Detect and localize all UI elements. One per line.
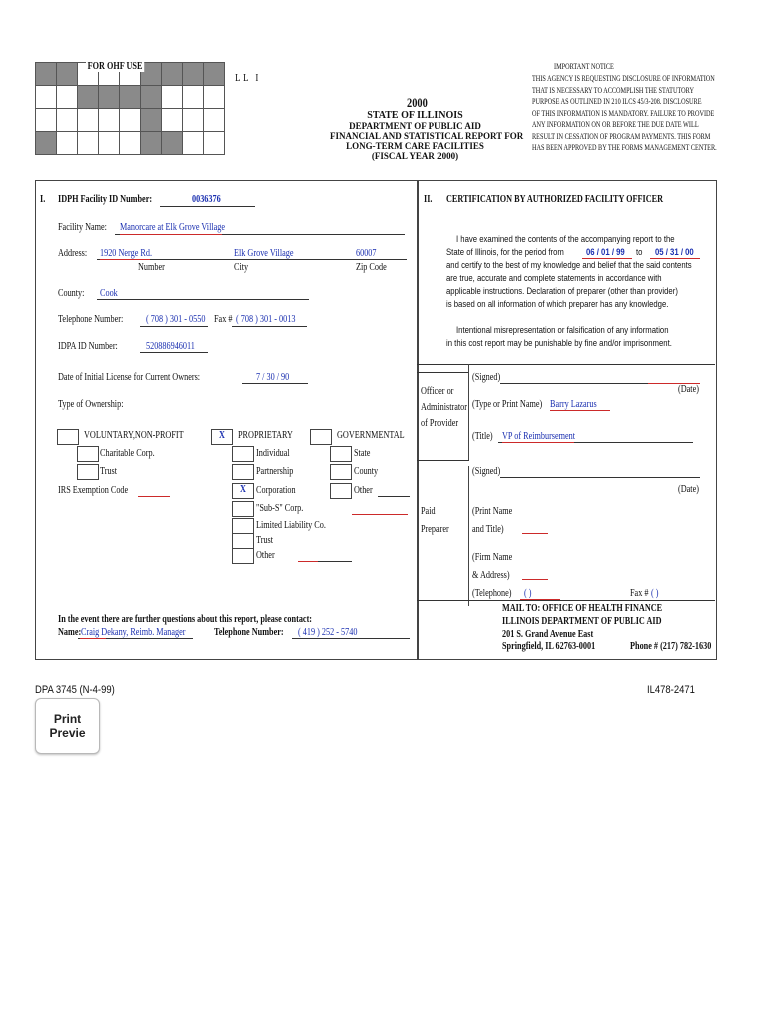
other-checkbox[interactable] — [232, 548, 254, 564]
lli-label: LL I — [235, 72, 261, 84]
cert-line: I have examined the contents of the accompanying report to the — [456, 234, 675, 244]
notice-line: THAT IS NECESSARY TO ACCOMPLISH THE STATUTORY — [532, 85, 695, 95]
mail-to-block — [502, 602, 662, 641]
officer-title-value[interactable]: VP of Reimbursement — [502, 431, 576, 442]
irs-exemption-label: IRS Exemption Code — [58, 485, 129, 496]
idpa-label: IDPA ID Number: — [58, 341, 118, 352]
city-caption: City — [234, 262, 249, 273]
other2-label: Other — [354, 485, 373, 496]
officer-line: Administrator — [421, 402, 468, 413]
print-preview-button[interactable]: Print Previe — [35, 698, 100, 754]
firm-name-line: (Firm Name — [472, 552, 513, 563]
subs-label: "Sub-S" Corp. — [256, 503, 304, 514]
voluntary-checkbox[interactable] — [57, 429, 79, 445]
section-2-numeral: II. — [424, 194, 433, 205]
corporation-mark: X — [240, 484, 246, 495]
facility-name-label: Facility Name: — [58, 222, 107, 233]
preparer-date-label: (Date) — [678, 484, 699, 495]
officer-title-label: (Title) — [472, 431, 493, 442]
individual-checkbox[interactable] — [232, 446, 254, 462]
cert-line: are true, accurate and complete statements in accordance with — [446, 273, 662, 283]
print-name-label — [472, 503, 512, 539]
zip-caption: Zip Code — [356, 262, 387, 273]
il-code: IL478-2471 — [647, 684, 695, 696]
cert-line: applicable instructions. Declaration of preparer (other than provider) — [446, 286, 678, 296]
county-value[interactable]: Cook — [100, 288, 118, 299]
mail-line: ILLINOIS DEPARTMENT OF PUBLIC AID — [502, 616, 662, 627]
officer-line: of Provider — [421, 418, 459, 429]
period-from-value[interactable]: 06 / 01 / 99 — [586, 247, 625, 257]
license-date-value[interactable]: 7 / 30 / 90 — [256, 372, 290, 383]
mail-phone: Phone # (217) 782-1630 — [630, 641, 712, 652]
mail-line: 201 S. Grand Avenue East — [502, 629, 594, 640]
paid-line: Paid — [421, 506, 436, 517]
trust-label: Trust — [100, 466, 118, 477]
ownership-type-label: Type of Ownership: — [58, 399, 124, 410]
form-id: DPA 3745 (N-4-99) — [35, 684, 115, 696]
other2-checkbox[interactable] — [330, 483, 352, 499]
notice-line: THIS AGENCY IS REQUESTING DISCLOSURE OF INFORMATION — [532, 74, 715, 83]
preparer-signed-label: (Signed) — [472, 466, 501, 477]
paid-preparer-label — [421, 503, 449, 539]
title-line: (FISCAL YEAR 2000) — [371, 151, 459, 161]
charitable-label: Charitable Corp. — [100, 448, 155, 459]
print-name-line: (Print Name — [472, 506, 513, 517]
contact-name-value[interactable]: Craig Dekany, Reimb. Manager — [81, 627, 186, 638]
governmental-checkbox[interactable] — [310, 429, 332, 445]
report-year: 2000 — [407, 95, 428, 110]
preparer-fax-label: Fax # — [630, 588, 649, 599]
contact-tel-value[interactable]: ( 419 ) 252 - 5740 — [298, 627, 358, 638]
facility-id-label: IDPH Facility ID Number: — [58, 194, 153, 205]
corporation-label: Corporation — [256, 485, 296, 496]
preparer-telephone-parens[interactable]: ( ) — [524, 588, 532, 599]
notice-line: HAS BEEN APPROVED BY THE FORMS MANAGEMENT CENTER. — [532, 143, 717, 152]
warning-line: in this cost report may be punishable by fine and/or imprisonment. — [446, 338, 672, 348]
officer-line: Officer or — [421, 386, 454, 397]
city-value[interactable]: Elk Grove Village — [234, 248, 294, 259]
period-to-value[interactable]: 05 / 31 / 00 — [655, 247, 694, 257]
individual-label: Individual — [256, 448, 290, 459]
ohf-use-grid — [35, 62, 225, 155]
county-checkbox[interactable] — [330, 464, 352, 480]
firm-name-line: & Address) — [472, 570, 510, 581]
trust-checkbox[interactable] — [77, 464, 99, 480]
firm-name-label — [472, 549, 512, 585]
period-to-label: to — [636, 247, 643, 257]
llc-checkbox[interactable] — [232, 518, 254, 534]
address-value[interactable]: 1920 Nerge Rd. — [100, 248, 153, 259]
governmental-label: GOVERNMENTAL — [337, 430, 405, 441]
number-caption: Number — [138, 262, 165, 273]
report-title — [330, 110, 524, 161]
cert-line: is based on all information of which preparer has any knowledge. — [446, 299, 669, 309]
charitable-checkbox[interactable] — [77, 446, 99, 462]
officer-date-label: (Date) — [678, 384, 699, 395]
notice-line: RESULT IN CESSATION OF PROGRAM PAYMENTS. THIS FORM — [532, 131, 711, 141]
license-date-label: Date of Initial License for Current Owners: — [58, 372, 201, 383]
section-1-numeral: I. — [40, 194, 46, 205]
llc-label: Limited Liability Co. — [256, 520, 326, 531]
title-line: DEPARTMENT OF PUBLIC AID — [349, 121, 481, 131]
mail-city: Springfield, IL 62763-0001 — [502, 641, 596, 652]
trust2-label: Trust — [256, 535, 274, 546]
facility-name-value[interactable]: Manorcare at Elk Grove Village — [120, 222, 226, 233]
state-checkbox[interactable] — [330, 446, 352, 462]
important-notice — [532, 61, 732, 154]
partnership-checkbox[interactable] — [232, 464, 254, 480]
state-label: State — [354, 448, 371, 459]
notice-line: ANY INFORMATION ON OR BEFORE THE DUE DATE WILL — [532, 120, 699, 129]
preparer-fax-parens[interactable]: ( ) — [651, 588, 659, 599]
county2-label: County — [354, 466, 379, 477]
title-line: FINANCIAL AND STATISTICAL REPORT FOR — [330, 131, 524, 141]
notice-title: IMPORTANT NOTICE — [554, 62, 614, 71]
subs-checkbox[interactable] — [232, 501, 254, 517]
warning-line: Intentional misrepresentation or falsification of any information — [456, 325, 669, 335]
print-name-line: and Title) — [472, 524, 504, 535]
cert-line: State of Illinois, for the period from — [446, 247, 564, 257]
contact-tel-label: Telephone Number: — [214, 627, 284, 638]
paid-line: Preparer — [421, 524, 449, 535]
idpa-value[interactable]: 520886946011 — [146, 341, 195, 352]
partnership-label: Partnership — [256, 466, 294, 477]
other-label: Other — [256, 550, 275, 561]
mail-line: MAIL TO: OFFICE OF HEALTH FINANCE — [502, 603, 663, 614]
notice-line: PURPOSE AS OUTLINED IN 210 ILCS 45/3-208. DISCLOSURE — [532, 97, 702, 106]
facility-id-value[interactable]: 0036376 — [192, 194, 221, 205]
officer-label — [421, 384, 467, 432]
zip-value[interactable]: 60007 — [356, 248, 377, 259]
cert-line: and certify to the best of my knowledge and belief that the said contents — [446, 260, 692, 270]
title-line: LONG-TERM CARE FACILITIES — [346, 141, 484, 151]
fax-label: Fax # — [214, 314, 233, 325]
fax-value[interactable]: ( 708 ) 301 - 0013 — [236, 314, 296, 325]
officer-signed-label: (Signed) — [472, 372, 501, 383]
preparer-telephone-label: (Telephone) — [472, 588, 512, 599]
for-ohf-use-label: FOR OHF USE — [87, 61, 143, 72]
address-label: Address: — [58, 248, 88, 259]
officer-name-value[interactable]: Barry Lazarus — [550, 399, 597, 410]
contact-name-label: Name: — [58, 627, 82, 638]
telephone-value[interactable]: ( 708 ) 301 - 0550 — [146, 314, 206, 325]
proprietary-mark: X — [219, 430, 225, 441]
officer-type-name-label: (Type or Print Name) — [472, 399, 543, 410]
telephone-label: Telephone Number: — [58, 314, 124, 325]
voluntary-label: VOLUNTARY,NON-PROFIT — [84, 430, 184, 441]
proprietary-label: PROPRIETARY — [238, 430, 293, 441]
notice-line: OF THIS INFORMATION IS MANDATORY. FAILURE TO PROVIDE — [532, 108, 715, 118]
certification-title: CERTIFICATION BY AUTHORIZED FACILITY OFFICER — [446, 194, 664, 205]
title-line: STATE OF ILLINOIS — [367, 110, 463, 121]
trust2-checkbox[interactable] — [232, 533, 254, 549]
county-label: County: — [58, 288, 85, 299]
questions-text: In the event there are further questions about this report, please contact: — [58, 614, 313, 625]
